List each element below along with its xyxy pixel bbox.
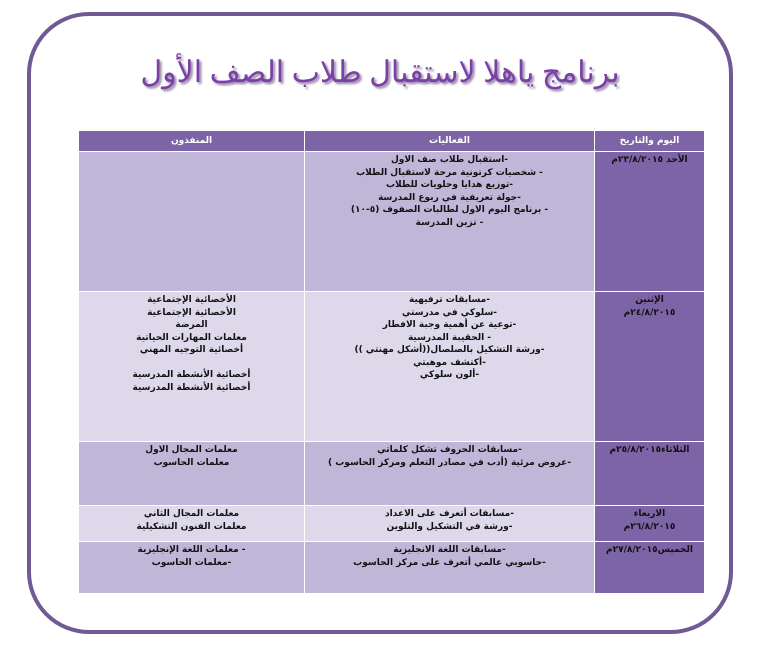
activity-item: -مسابقات ترفيهية bbox=[409, 295, 490, 305]
implementers-cell bbox=[79, 292, 305, 442]
page-title: برنامج ياهلا لاستقبال طلاب الصف الأول bbox=[140, 56, 620, 89]
schedule-table bbox=[78, 130, 705, 594]
activity-item: - الحقيبة المدرسية bbox=[407, 332, 492, 343]
activities-cell bbox=[305, 152, 595, 292]
day-cell bbox=[595, 292, 705, 442]
day-date: الثلاثاء٢٥/٨/٢٠١٥م bbox=[609, 445, 690, 455]
activity-item: -ورشة التشكيل بالصلصال((أشكل مهنتي )) bbox=[354, 345, 545, 355]
implementer-item: - معلمات اللغة الإنجليزية bbox=[137, 545, 246, 555]
implementer-item: معلمات الفنون التشكيلية bbox=[136, 521, 247, 532]
implementer-item: -معلمات الحاسوب bbox=[151, 557, 232, 568]
implementer-item: أخصائية الأنشطة المدرسية bbox=[132, 370, 251, 380]
implementer-item: أخصائية الأنشطة المدرسية bbox=[132, 382, 251, 393]
implementers-cell bbox=[79, 542, 305, 594]
day-cell bbox=[595, 506, 705, 542]
implementer-item: معلمات المجال الثاني bbox=[143, 509, 240, 519]
table-row-thursday bbox=[79, 542, 705, 594]
day-date: الأحد ٢٣/٨/٢٠١٥م bbox=[611, 155, 688, 165]
activities-cell bbox=[305, 292, 595, 442]
activity-item: -مسابقات اللغة الانجليزية bbox=[393, 545, 506, 555]
activity-item: -أكتشف موهبتي bbox=[413, 357, 486, 368]
activity-item: -توعية عن أهمية وجبة الافطار bbox=[382, 320, 517, 330]
activity-item: -سلوكي في مدرستي bbox=[401, 307, 498, 318]
implementer-item: الأخصائية الإجتماعية bbox=[147, 295, 236, 305]
activity-item: - تزين المدرسة bbox=[415, 217, 484, 228]
table-row-monday bbox=[79, 292, 705, 442]
day-name: الاربعاء bbox=[633, 509, 666, 519]
header-implementers: المنفذون bbox=[79, 131, 305, 152]
day-name: الإثنين bbox=[635, 295, 664, 305]
table-row-sunday bbox=[79, 152, 705, 292]
implementers-cell bbox=[79, 442, 305, 506]
day-cell bbox=[595, 542, 705, 594]
implementer-item: الأخصائية الإجتماعية bbox=[147, 307, 236, 318]
activity-item: -ألون سلوكي bbox=[419, 370, 480, 380]
day-date: ٢٦/٨/٢٠١٥م bbox=[623, 521, 676, 532]
table-header-row bbox=[79, 131, 705, 152]
implementer-item: معلمات الحاسوب bbox=[153, 457, 230, 468]
day-date: الخميس٢٧/٨/٢٠١٥م bbox=[605, 545, 694, 555]
activities-cell bbox=[305, 442, 595, 506]
activity-item: -مسابقات أتعرف على الاعداد bbox=[385, 509, 514, 519]
activity-item: -مسابقات الحروف تشكل كلماتي bbox=[377, 445, 522, 455]
activities-cell bbox=[305, 506, 595, 542]
header-day-date: اليوم والتاريخ bbox=[595, 131, 705, 152]
day-cell bbox=[595, 442, 705, 506]
activities-cell bbox=[305, 542, 595, 594]
spacer bbox=[83, 357, 300, 370]
activity-item: -توزيع هدايا وحلويات للطلاب bbox=[385, 180, 514, 190]
implementer-item: أخصائية التوجيه المهني bbox=[139, 345, 244, 355]
implementer-item: معلمات المجال الاول bbox=[145, 445, 238, 455]
activity-item: - شخصيات كرتونية مرحة لاستقبال الطلاب bbox=[356, 167, 543, 178]
day-cell bbox=[595, 152, 705, 292]
activity-item: -جولة تعريفية في ربوع المدرسة bbox=[378, 192, 521, 203]
table-row-tuesday bbox=[79, 442, 705, 506]
activity-item: -عروض مرئية (أدب في مصادر التعلم ومركز الحاسوب ) bbox=[328, 457, 571, 468]
activity-item: -حاسوبي عالمي أتعرف على مركز الحاسوب bbox=[353, 557, 546, 568]
activity-item: -ورشة في التشكيل والتلوين bbox=[386, 521, 513, 532]
implementer-item: المرضة bbox=[175, 320, 208, 330]
day-date: ٢٤/٨/٢٠١٥م bbox=[623, 307, 676, 318]
implementer-item: معلمات المهارات الحياتية bbox=[136, 332, 247, 343]
activity-item: - برنامج اليوم الاول لطالبات الصفوف (٥-١٠) bbox=[350, 205, 549, 215]
implementers-cell bbox=[79, 506, 305, 542]
activity-item: -استقبال طلاب صف الاول bbox=[390, 155, 509, 165]
table-row-wednesday bbox=[79, 506, 705, 542]
header-activities: الفعاليات bbox=[305, 131, 595, 152]
implementers-cell bbox=[79, 152, 305, 292]
